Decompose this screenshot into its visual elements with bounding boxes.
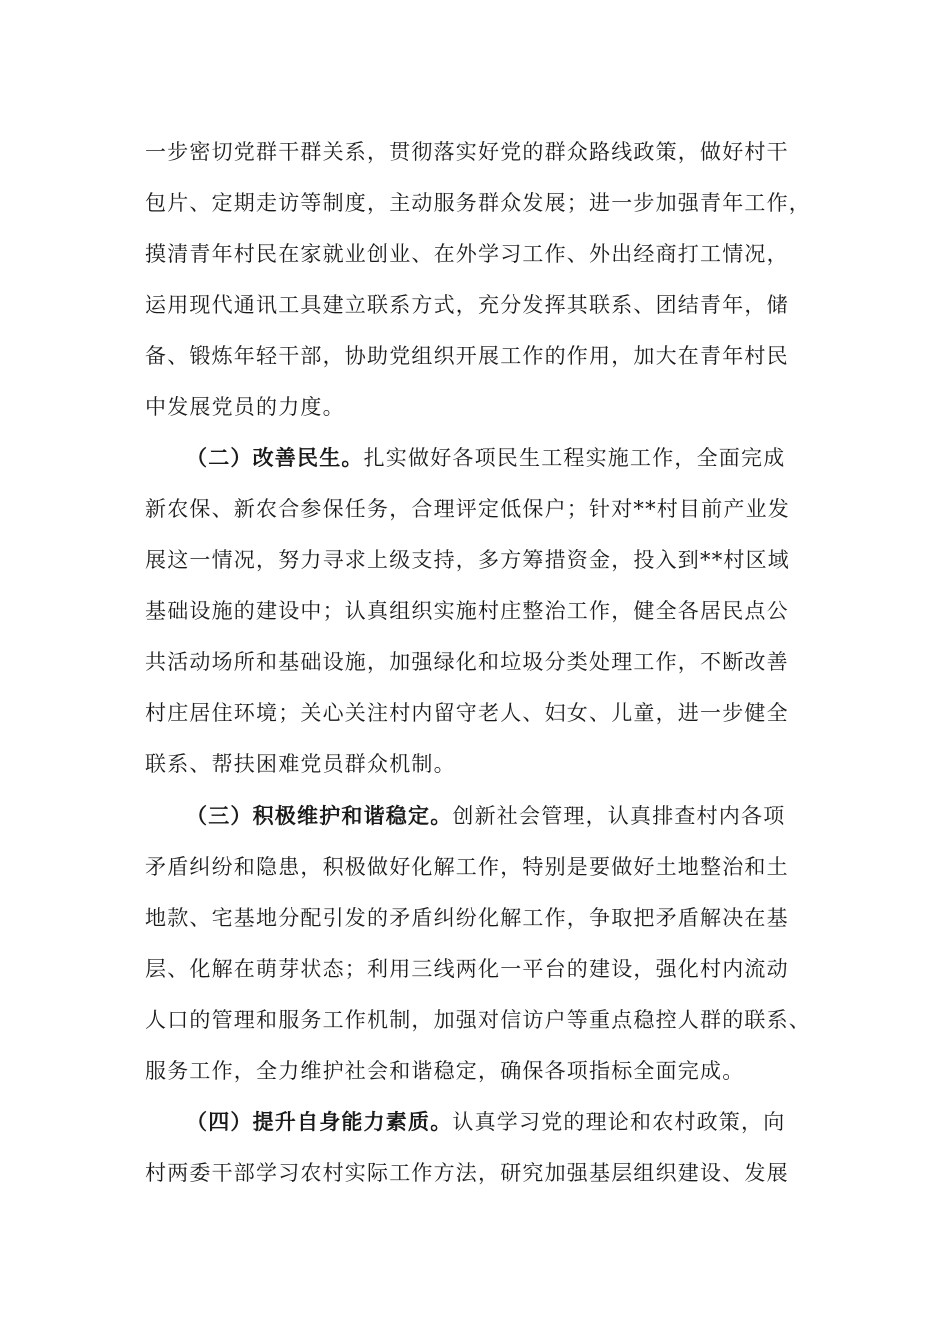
paragraph-line: 运用现代通讯工具建立联系方式，充分发挥其联系、团结青年，储 [145,293,789,317]
paragraph-line: 展这一情况，努力寻求上级支持，多方筹措资金，投入到**村区域 [145,548,790,572]
section-text: 扎实做好各项民生工程实施工作，全面完成 [363,446,786,470]
paragraph-line: 村庄居住环境；关心关注村内留守老人、妇女、儿童，进一步健全 [145,701,789,725]
section-heading: （四）提升自身能力素质。 [186,1110,453,1134]
section-text: 创新社会管理，认真排查村内各项 [452,804,786,828]
paragraph-line: 层、化解在萌芽状态；利用三线两化一平台的建设，强化村内流动 [145,957,789,981]
section-heading: （三）积极维护和谐稳定。 [186,804,453,828]
paragraph-line: 中发展党员的力度。 [145,395,345,419]
paragraph-line: 共活动场所和基础设施，加强绿化和垃圾分类处理工作，不断改善 [145,650,789,674]
section-first-line [186,444,785,472]
paragraph-line: 新农保、新农合参保任务，合理评定低保户；针对**村目前产业发 [145,497,790,521]
paragraph-line: 摸清青年村民在家就业创业、在外学习工作、外出经商打工情况， [145,242,789,266]
paragraph-line: 联系、帮扶困难党员群众机制。 [145,752,456,776]
section-first-line [186,802,785,830]
paragraph-line: 一步密切党群干群关系，贯彻落实好党的群众路线政策，做好村干 [145,140,789,164]
section-first-line [186,1108,785,1136]
paragraph-line: 基础设施的建设中；认真组织实施村庄整治工作，健全各居民点公 [145,599,789,623]
paragraph-line: 地款、宅基地分配引发的矛盾纠纷化解工作，争取把矛盾解决在基 [145,906,789,930]
paragraph-line: 包片、定期走访等制度，主动服务群众发展；进一步加强青年工作， [145,191,811,215]
paragraph-line: 人口的管理和服务工作机制，加强对信访户等重点稳控人群的联系、 [145,1008,811,1032]
paragraph-line: 备、锻炼年轻干部，协助党组织开展工作的作用，加大在青年村民 [145,344,789,368]
paragraph-line: 村两委干部学习农村实际工作方法，研究加强基层组织建设、发展 [145,1161,789,1185]
section-heading: （二）改善民生。 [186,446,364,470]
section-text: 认真学习党的理论和农村政策，向 [452,1110,786,1134]
paragraph-line: 矛盾纠纷和隐患，积极做好化解工作，特别是要做好土地整治和土 [145,855,789,879]
paragraph-line: 服务工作，全力维护社会和谐稳定，确保各项指标全面完成。 [145,1059,745,1083]
